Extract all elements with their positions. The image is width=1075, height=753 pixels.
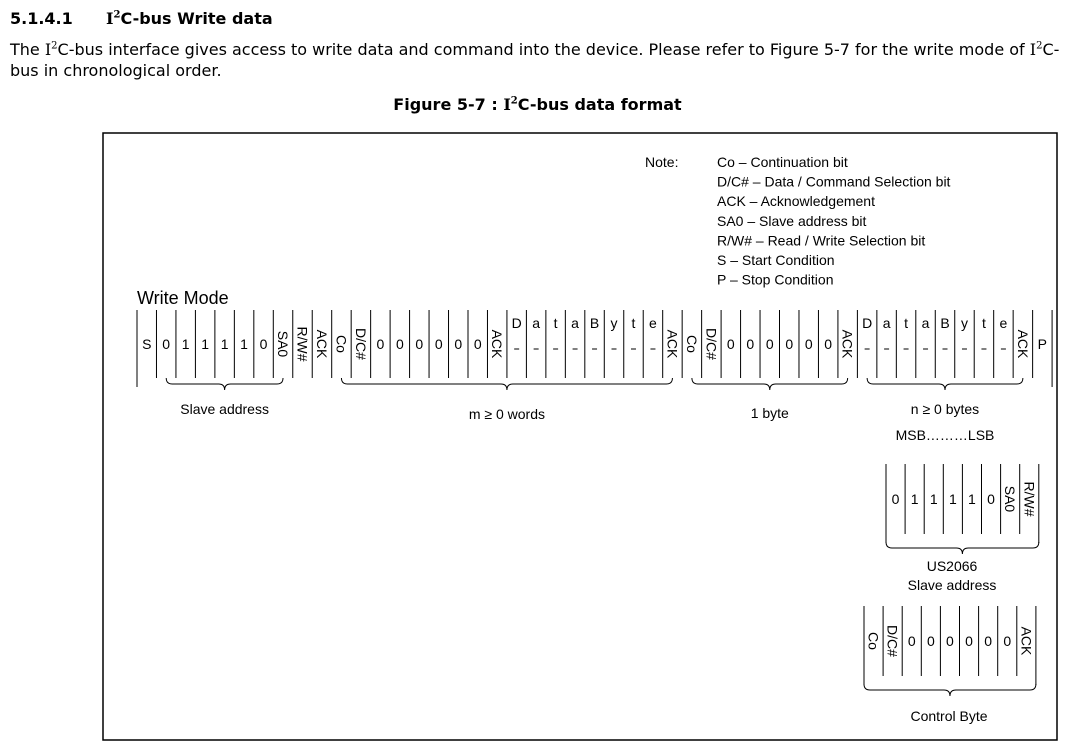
write-mode-bit: 0 (824, 336, 833, 352)
write-mode-databyte-char: y (960, 315, 968, 331)
slave-detail-label-2: Slave address (907, 577, 997, 593)
write-mode-bit: ACK (839, 329, 856, 359)
write-mode-bit: 0 (162, 336, 171, 352)
write-mode-bit: D/C# (352, 328, 369, 360)
write-mode-frame (137, 310, 1052, 387)
figure-title-i: I (503, 95, 511, 114)
para-sup-2: 2 (1036, 40, 1043, 52)
note-line: S – Start Condition (717, 252, 835, 268)
note-label: Note: (645, 154, 679, 170)
note-line: ACK – Acknowledgement (717, 193, 875, 210)
write-mode-bit: P (1037, 336, 1048, 352)
group-brace (166, 378, 283, 390)
write-mode-databyte-char: a (882, 315, 891, 331)
write-mode-bit: 1 (220, 336, 229, 352)
figure-title-text: C-bus data format (517, 95, 682, 114)
write-mode-databyte-char: D (511, 315, 522, 331)
write-mode-databyte-char: B (589, 315, 600, 331)
write-mode-bit: 1 (240, 336, 248, 352)
para-text-2: C-bus interface gives access to write data and command into the device. Please refer to Figure 5-7 for the write mode of (57, 40, 1030, 59)
section-title-i: I (106, 9, 114, 28)
write-mode-groups (166, 378, 1023, 443)
para-text-3: C-bus in chronological order. (10, 40, 1060, 80)
para-i-2: I (1029, 40, 1037, 59)
note-line: R/W# – Read / Write Selection bit (717, 232, 926, 249)
write-mode-bit: 0 (804, 336, 813, 352)
write-mode-databyte-char: a (571, 315, 579, 331)
write-mode-bit: 0 (259, 336, 268, 352)
slave-detail-bit: 1 (910, 491, 919, 507)
control-byte-bit: ACK (1018, 626, 1035, 656)
write-mode-bit: 0 (376, 336, 385, 352)
write-mode-databyte-char: a (532, 315, 541, 331)
control-byte-brace (864, 684, 1036, 696)
write-mode-bit: 0 (473, 336, 482, 352)
write-mode-databyte-char: t (631, 315, 636, 331)
note-line: Co – Continuation bit (717, 154, 848, 170)
slave-detail-bit: 1 (948, 491, 957, 507)
write-mode-databyte-char: e (999, 315, 1008, 331)
write-mode-bit: ACK (1014, 329, 1031, 359)
write-mode-bit: 0 (726, 336, 735, 352)
write-mode-bit: 0 (395, 336, 404, 352)
slave-detail-bit: R/W# (1021, 481, 1038, 517)
group-label: n ≥ 0 bytes (910, 401, 980, 417)
write-mode-databyte-char: a (921, 315, 930, 331)
write-mode-databyte-char: t (904, 315, 909, 331)
control-byte-label: Control Byte (910, 708, 988, 724)
slave-detail-bit: 0 (891, 491, 900, 507)
control-byte-bit: 0 (984, 633, 993, 649)
note-line: P – Stop Condition (717, 271, 834, 288)
write-mode-bit: 0 (454, 336, 463, 352)
write-mode-bit: SA0 (275, 330, 292, 358)
section-title-sup: 2 (113, 9, 121, 21)
write-mode-databyte-char: t (981, 315, 986, 331)
control-byte-bit: 0 (946, 633, 954, 649)
write-mode-bit: ACK (313, 329, 330, 359)
group-brace (867, 378, 1023, 390)
group-sublabel: MSB………LSB (895, 427, 995, 443)
control-byte-bit: 0 (926, 633, 935, 649)
slave-detail-bit: 0 (987, 491, 995, 507)
section-number: 5.1.4.1 (10, 9, 73, 28)
group-brace (341, 378, 672, 390)
write-mode-bit: ACK (489, 329, 506, 359)
write-mode-bit: Co (683, 335, 700, 353)
write-mode-bit: 1 (201, 336, 210, 352)
note-line: SA0 – Slave address bit (717, 212, 867, 229)
write-mode-bit: 0 (765, 336, 774, 352)
slave-address-detail (886, 464, 1039, 554)
write-mode-databyte-char: D (862, 315, 873, 331)
write-mode-bit: 1 (181, 336, 190, 352)
note-line: D/C# – Data / Command Selection bit (717, 173, 951, 190)
section-title: C-bus Write data (120, 9, 273, 28)
slave-detail-label-1: US2066 (926, 558, 978, 574)
group-brace (692, 378, 848, 390)
write-mode-databyte-char: y (610, 315, 618, 331)
slave-detail-bit: SA0 (1002, 485, 1019, 513)
para-sup-1: 2 (51, 40, 58, 52)
write-mode-bit: 0 (415, 336, 424, 352)
group-label: 1 byte (750, 405, 789, 421)
write-mode-databyte-char: t (553, 315, 558, 331)
figure-title-sup: 2 (510, 95, 518, 107)
write-mode-bit: 0 (785, 336, 794, 352)
write-mode-bit: 0 (746, 336, 755, 352)
control-byte-detail (864, 606, 1036, 696)
control-byte-bit: D/C# (884, 625, 901, 657)
write-mode-label: Write Mode (137, 288, 229, 308)
write-mode-databyte-char: e (649, 315, 657, 331)
control-byte-bit: 0 (965, 633, 973, 649)
group-label: m ≥ 0 words (468, 406, 546, 422)
slave-detail-bit: 1 (968, 491, 976, 507)
para-text-1: The (10, 40, 45, 59)
control-byte-bit: Co (865, 632, 882, 650)
control-byte-bit: 0 (907, 633, 916, 649)
write-mode-bit: ACK (664, 329, 681, 359)
write-mode-bit: 0 (434, 336, 443, 352)
slave-detail-bit: 1 (929, 491, 938, 507)
note-list (717, 154, 951, 288)
control-byte-bit: 0 (1003, 633, 1012, 649)
write-mode-databyte-char: B (940, 315, 950, 331)
slave-detail-brace (886, 542, 1039, 554)
group-label: Slave address (180, 401, 269, 417)
para-i-1: I (44, 40, 52, 59)
write-mode-bit: Co (333, 335, 350, 353)
write-mode-bit: R/W# (294, 326, 311, 362)
write-mode-bit: D/C# (703, 328, 720, 360)
figure-title-prefix: Figure 5-7 : (393, 95, 504, 114)
write-mode-bit: S (142, 336, 152, 352)
